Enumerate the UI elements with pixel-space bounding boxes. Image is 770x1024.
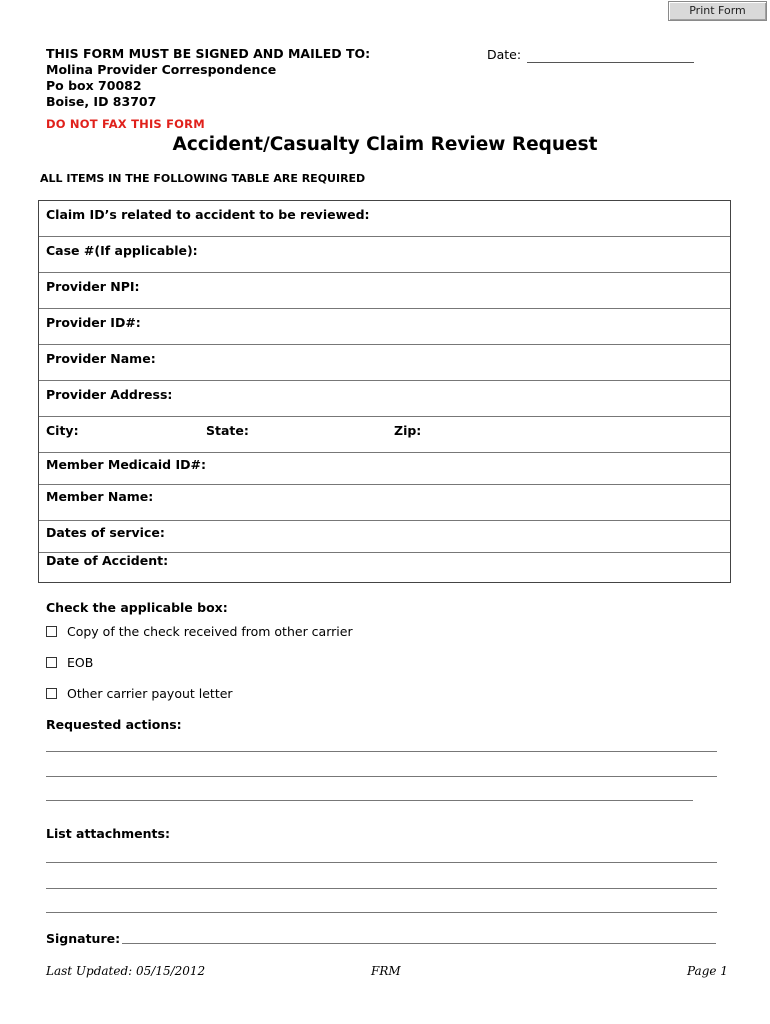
mail-line-1: Molina Provider Correspondence [46,62,277,77]
mail-heading: THIS FORM MUST BE SIGNED AND MAILED TO: [46,46,371,61]
print-form-button[interactable]: Print Form [668,1,767,21]
attachments-line-3[interactable] [46,912,717,913]
attachments-line-1[interactable] [46,862,717,863]
signature-line[interactable] [122,943,716,944]
member-name-label: Member Name: [46,489,154,504]
city-label: City: [46,423,79,438]
option-eob[interactable] [46,655,93,670]
provider-id-row[interactable] [39,309,730,345]
requested-actions-label: Requested actions: [46,717,182,732]
dates-of-service-label: Dates of service: [46,525,165,540]
form-title: Accident/Casualty Claim Review Request [172,134,598,155]
no-fax-warning: DO NOT FAX THIS FORM [46,117,205,131]
claim-ids-label: Claim ID’s related to accident to be reviewed: [46,207,370,222]
option-label: Other carrier payout letter [67,686,233,701]
option-check-copy[interactable] [46,624,353,639]
option-label: EOB [67,655,94,670]
attachments-line-2[interactable] [46,888,717,889]
member-name-row[interactable] [39,485,730,521]
date-of-accident-label: Date of Accident: [46,553,169,568]
state-label: State: [206,423,249,438]
claim-info-table [38,200,731,583]
provider-address-label: Provider Address: [46,387,173,402]
requested-actions-line-3[interactable] [46,800,693,801]
provider-npi-label: Provider NPI: [46,279,140,294]
member-medicaid-id-row[interactable] [39,453,730,485]
option-label: Copy of the check received from other carrier [67,624,353,639]
zip-label: Zip: [394,423,422,438]
date-label: Date: [487,47,522,62]
check-section-heading: Check the applicable box: [46,600,228,615]
checkbox[interactable] [46,626,57,637]
provider-id-label: Provider ID#: [46,315,141,330]
mail-line-2: Po box 70082 [46,78,142,93]
provider-address-row[interactable] [39,381,730,417]
dates-of-service-row[interactable] [39,521,730,553]
last-updated: Last Updated: 05/15/2012 [46,964,206,978]
mailing-address-block [46,46,370,110]
provider-name-label: Provider Name: [46,351,156,366]
requested-actions-line-1[interactable] [46,751,717,752]
page-number: Page 1 [687,964,728,978]
signature-label: Signature: [46,931,121,946]
case-number-row[interactable] [39,237,730,273]
date-of-accident-row[interactable] [39,553,730,582]
date-field[interactable] [527,62,694,63]
city-state-zip-row[interactable] [39,417,730,453]
checkbox[interactable] [46,688,57,699]
case-number-label: Case #(If applicable): [46,243,198,258]
claim-ids-row[interactable] [39,201,730,237]
provider-name-row[interactable] [39,345,730,381]
form-code: FRM [371,964,401,978]
option-payout-letter[interactable] [46,686,233,701]
provider-npi-row[interactable] [39,273,730,309]
list-attachments-label: List attachments: [46,826,170,841]
required-note: ALL ITEMS IN THE FOLLOWING TABLE ARE REQUIRED [40,172,366,185]
member-medicaid-id-label: Member Medicaid ID#: [46,457,206,472]
requested-actions-line-2[interactable] [46,776,717,777]
mail-line-3: Boise, ID 83707 [46,94,157,109]
checkbox[interactable] [46,657,57,668]
